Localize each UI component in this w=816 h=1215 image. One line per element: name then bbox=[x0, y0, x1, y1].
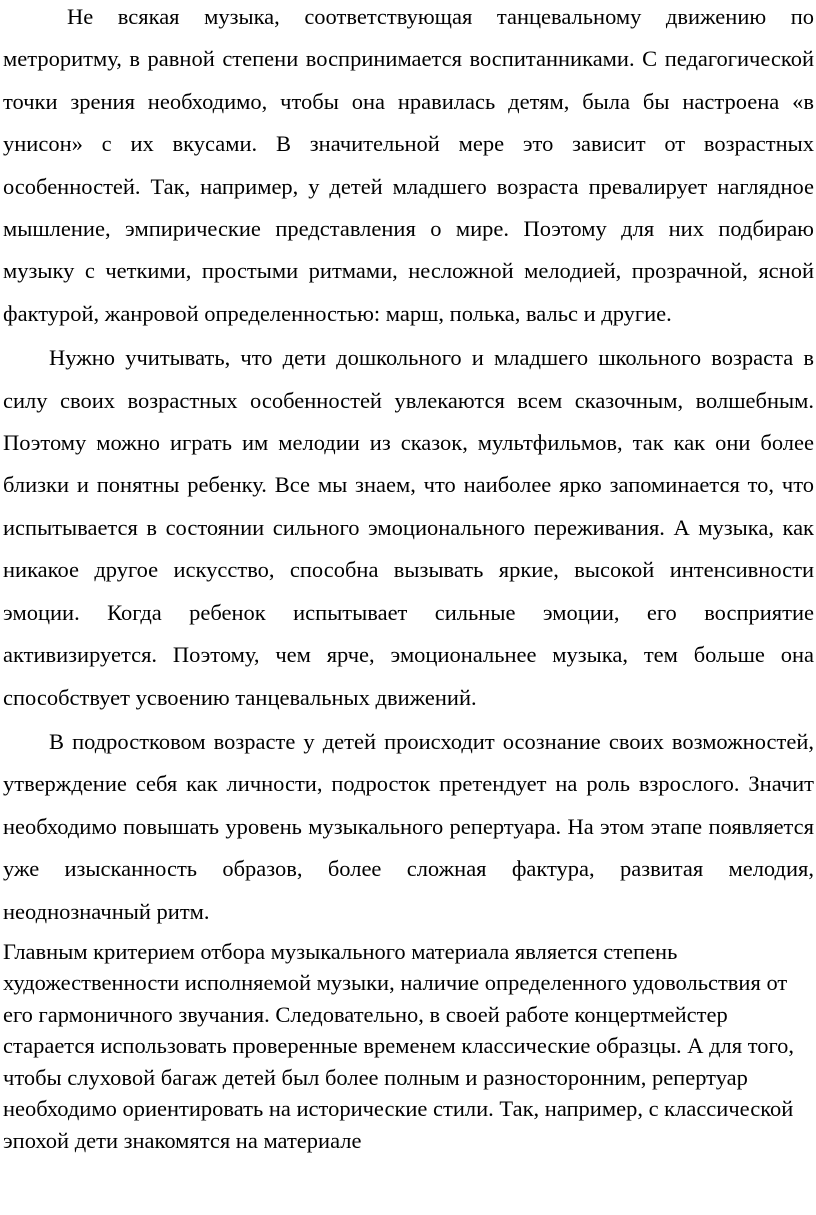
paragraph-selection-criteria: Главным критерием отбора музыкального материала является степень художественности исполняемой музыки, наличие определенного удовольствия от его гармоничного звучания. Следовательно, в своей работе концертмейстер старается использовать проверенные временем классические образцы. А для того, чтобы слуховой багаж детей был более полным и разносторонним, репертуар необходимо ориентировать на исторические стили. Так, например, с классической эпохой дети знакомятся на материале bbox=[3, 938, 795, 1153]
paragraph-fairy-tale-music: Нужно учитывать, что дети дошкольного и младшего школьного возраста в силу своих возрастных особенностей увлекаются всем сказочным, волшебным. Поэтому можно играть им мелодии из сказок, мультфильмов, так как они более близки и понятны ребенку. Все мы знаем, что наиболее ярко запоминается то, что испытывается в состоянии сильного эмоционального переживания. А музыка, как никакое другое искусство, способна вызывать яркие, высокой интенсивности эмоции. Когда ребенок испытывает сильные эмоции, его восприятие активизируется. Поэтому, чем ярче, эмоциональнее музыка, тем больше она способствует усвоению танцевальных движений. bbox=[3, 345, 814, 710]
paragraph-music-selection-age: Не всякая музыка, соответствующая танцевальному движению по метроритму, в равной степени воспринимается воспитанниками. С педагогической точки зрения необходимо, чтобы она нравилась детям, была бы настроена «в унисон» с их вкусами. В значительной мере это зависит от возрастных особенностей. Так, например, у детей младшего возраста превалирует наглядное мышление, эмпирические представления о мире. Поэтому для них подбираю музыку с четкими, простыми ритмами, несложной мелодией, прозрачной, ясной фактурой, жанровой определенностью: марш, полька, вальс и другие. bbox=[3, 4, 814, 326]
paragraph-adolescent-repertoire: В подростковом возрасте у детей происходит осознание своих возможностей, утверждение себя как личности, подросток претендует на роль взрослого. Значит необходимо повышать уровень музыкального репертуара. На этом этапе появляется уже изысканность образов, более сложная фактура, развитая мелодия, неоднозначный ритм. bbox=[3, 728, 814, 924]
